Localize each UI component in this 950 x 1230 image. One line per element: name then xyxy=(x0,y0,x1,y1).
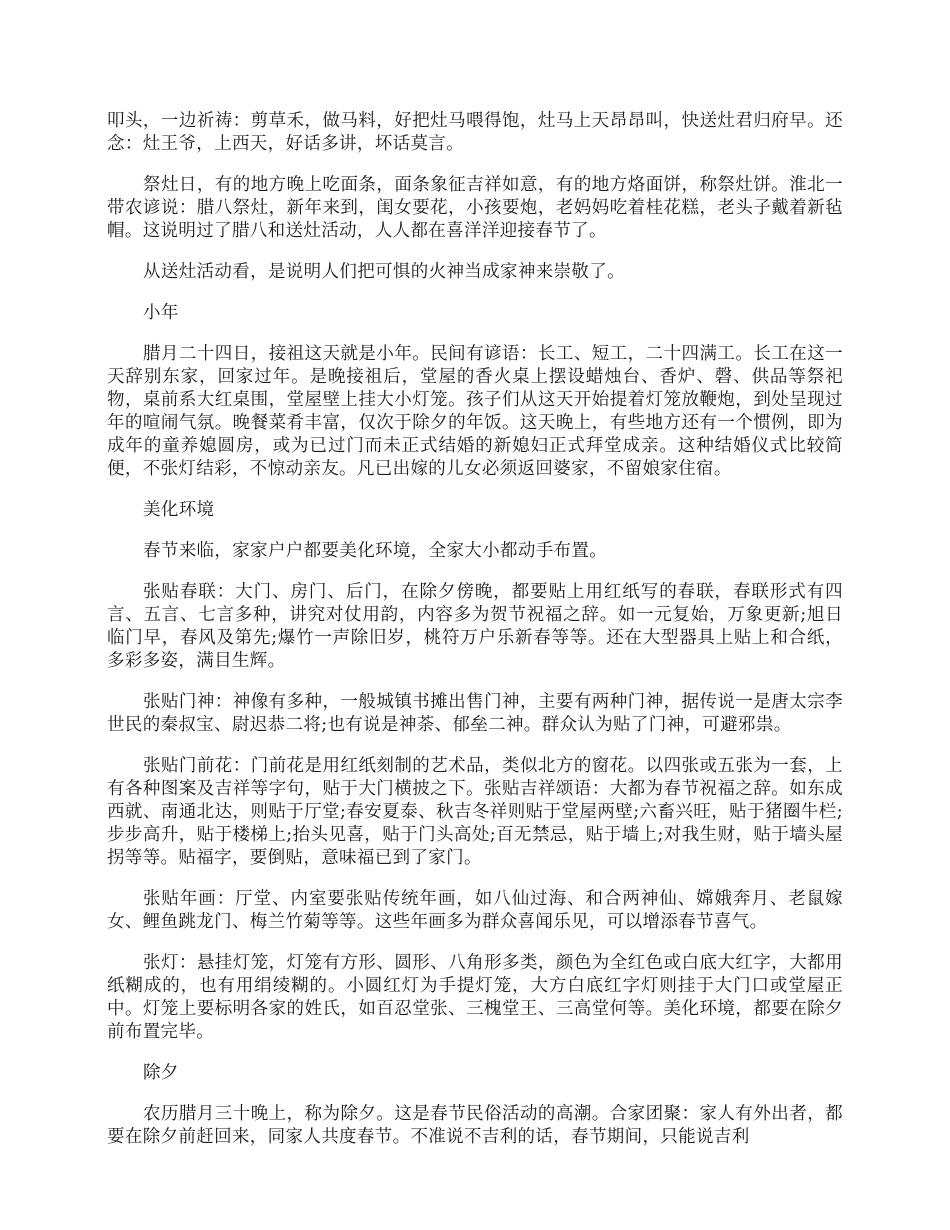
document-body xyxy=(107,110,843,1167)
paragraph-kitchen-god-day: 祭灶日，有的地方晚上吃面条，面条象征吉祥如意，有的地方烙面饼，称祭灶饼。淮北一带农谚说：腊八祭灶，新年来到，闺女要花，小孩要炮，老妈妈吃着桂花糕，老头子戴着新毡帽。这说明过了腊八和送灶活动，人人都在喜洋洋迎接春节了。 xyxy=(107,175,843,241)
paragraph-decoration-intro: 春节来临，家家户户都要美化环境，全家大小都动手布置。 xyxy=(143,541,608,561)
paragraph-lanterns: 张灯：悬挂灯笼，灯笼有方形、圆形、八角形多类，颜色为全红色或白底大红字，大都用纸糊成的，也有用绢绫糊的。小圆红灯为手提灯笼，大方白底红字灯则挂于大门口或堂屋正中。灯笼上要标明各家的姓氏，如百忍堂张、三槐堂王、三高堂何等。美化环境，都要在除夕前布置完毕。 xyxy=(107,953,843,1042)
section-heading-chuxi: 除夕 xyxy=(143,1063,179,1083)
section-heading-decoration: 美化环境 xyxy=(143,500,215,520)
paragraph-door-gods: 张贴门神：神像有多种，一般城镇书摊出售门神，主要有两种门神，据传说一是唐太宗李世民的秦叔宝、尉迟恭二将;也有说是神荼、郁垒二神。群众认为贴了门神，可避邪祟。 xyxy=(107,692,843,735)
paragraph-prayer: 叩头，一边祈祷：剪草禾，做马料，好把灶马喂得饱，灶马上天昂昂叫，快送灶君归府早。还念：灶王爷，上西天，好话多讲，坏话莫言。 xyxy=(107,111,843,154)
paragraph-fire-god: 从送灶活动看，是说明人们把可惧的火神当成家神来崇敬了。 xyxy=(143,262,625,282)
paragraph-new-year-paintings: 张贴年画：厅堂、内室要张贴传统年画，如八仙过海、和合两神仙、嫦娥奔月、老鼠嫁女、鲤鱼跳龙门、梅兰竹菊等等。这些年画多为群众喜闻乐见，可以增添春节喜气。 xyxy=(107,889,843,932)
section-heading-xiaonian: 小年 xyxy=(143,303,179,323)
paragraph-chuxi: 农历腊月三十晚上，称为除夕。这是春节民俗活动的高潮。合家团聚：家人有外出者，都要在除夕前赶回来，同家人共度春节。不准说不吉利的话，春节期间，只能说吉利 xyxy=(107,1104,843,1147)
paragraph-door-flowers: 张贴门前花：门前花是用红纸刻制的艺术品，类似北方的窗花。以四张或五张为一套，上有各种图案及吉祥等字句，贴于大门横披之下。张贴吉祥颂语：大都为春节祝福之辞。如东成西就、南通北达，则贴于厅堂;春安夏泰、秋吉冬祥则贴于堂屋两壁;六畜兴旺，贴于猪圈牛栏;步步高升，贴于楼梯上;抬头见喜，贴于门头高处;百无禁忌，贴于墙上;对我生财，贴于墙头屋拐等等。贴福字，要倒贴，意味福已到了家门。 xyxy=(107,756,843,868)
paragraph-xiaonian: 腊月二十四日，接祖这天就是小年。民间有谚语：长工、短工，二十四满工。长工在这一天辞别东家，回家过年。是晚接祖后，堂屋的香火桌上摆设蜡烛台、香炉、磬、供品等祭祀物，桌前系大红桌围，堂屋壁上挂大小灯笼。孩子们从这天开始提着灯笼放鞭炮，到处呈现过年的喧闹气氛。晚餐菜肴丰富，仅次于除夕的年饭。这天晚上，有些地方还有一个惯例，即为成年的童养媳圆房，或为已过门而未正式结婚的新媳妇正式拜堂成亲。这种结婚仪式比较简便，不张灯结彩，不惊动亲友。凡已出嫁的儿女必须返回婆家，不留娘家住宿。 xyxy=(107,344,843,479)
paragraph-couplets: 张贴春联：大门、房门、后门，在除夕傍晚，都要贴上用红纸写的春联，春联形式有四言、五言、七言多种，讲究对仗用韵，内容多为贺节祝福之辞。如一元复始，万象更新;旭日临门早，春风及第先;爆竹一声除旧岁，桃符万户乐新春等等。还在大型器具上贴上和合纸，多彩多姿，满目生辉。 xyxy=(107,582,843,671)
